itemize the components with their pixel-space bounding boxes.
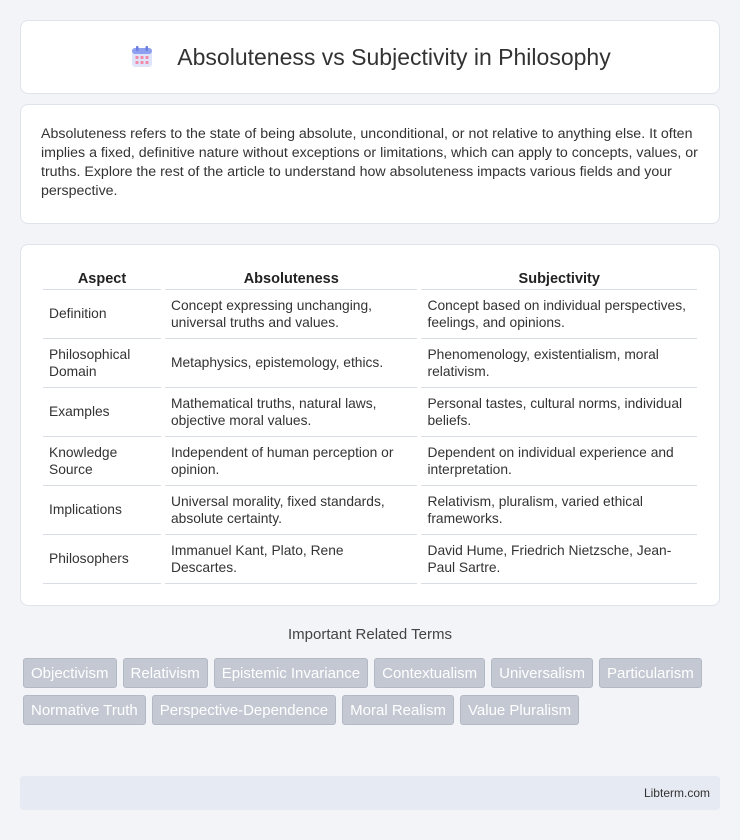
table-cell: Universal morality, fixed standards, absolute certainty. bbox=[165, 486, 417, 535]
table-cell: Concept expressing unchanging, universal truths and values. bbox=[165, 290, 417, 339]
term-tag[interactable]: Contextualism bbox=[374, 658, 485, 688]
table-cell: Relativism, pluralism, varied ethical frameworks. bbox=[421, 486, 697, 535]
table-row bbox=[43, 290, 697, 339]
table-row bbox=[43, 437, 697, 486]
column-header: Subjectivity bbox=[421, 265, 697, 290]
table-header-row bbox=[43, 265, 697, 290]
table-cell: Phenomenology, existentialism, moral relativism. bbox=[421, 339, 697, 388]
term-tag[interactable]: Universalism bbox=[491, 658, 593, 688]
table-cell: Philosophical Domain bbox=[43, 339, 161, 388]
table-cell: Metaphysics, epistemology, ethics. bbox=[165, 339, 417, 388]
term-tag[interactable]: Objectivism bbox=[23, 658, 117, 688]
footer-link[interactable]: Libterm.com bbox=[643, 786, 710, 800]
term-tag[interactable]: Relativism bbox=[123, 658, 208, 688]
intro-text: Absoluteness refers to the state of being absolute, unconditional, or not relative to anything else. It often implies a fixed, definitive nature without exceptions or limitations, which can apply to concepts, values, or truths. Explore the rest of the article to understand how absoluteness impacts various fields and your perspective. bbox=[41, 126, 698, 199]
column-header: Aspect bbox=[43, 265, 161, 290]
comparison-table-card bbox=[20, 244, 720, 606]
footer bbox=[20, 776, 720, 810]
table-cell: Immanuel Kant, Plato, Rene Descartes. bbox=[165, 535, 417, 584]
table-cell: Philosophers bbox=[43, 535, 161, 584]
table-cell: Knowledge Source bbox=[43, 437, 161, 486]
table-row bbox=[43, 388, 697, 437]
table-cell: Concept based on individual perspectives, feelings, and opinions. bbox=[421, 290, 697, 339]
term-tag[interactable]: Particularism bbox=[599, 658, 702, 688]
table-row bbox=[43, 486, 697, 535]
page-title: Absoluteness vs Subjectivity in Philosophy bbox=[177, 43, 611, 70]
table-cell: Dependent on individual experience and interpretation. bbox=[421, 437, 697, 486]
term-tag[interactable]: Normative Truth bbox=[23, 695, 146, 725]
term-tag[interactable]: Value Pluralism bbox=[460, 695, 579, 725]
table-cell: Examples bbox=[43, 388, 161, 437]
calendar-icon bbox=[129, 44, 155, 70]
table-cell: Personal tastes, cultural norms, individual beliefs. bbox=[421, 388, 697, 437]
related-terms-list bbox=[23, 658, 723, 725]
table-cell: Mathematical truths, natural laws, objective moral values. bbox=[165, 388, 417, 437]
term-tag[interactable]: Epistemic Invariance bbox=[214, 658, 368, 688]
comparison-table bbox=[39, 265, 701, 584]
term-tag[interactable]: Moral Realism bbox=[342, 695, 454, 725]
intro-section bbox=[20, 104, 720, 224]
related-terms-title: Important Related Terms bbox=[288, 626, 452, 643]
column-header: Absoluteness bbox=[165, 265, 417, 290]
table-cell: David Hume, Friedrich Nietzsche, Jean-Paul Sartre. bbox=[421, 535, 697, 584]
table-row bbox=[43, 339, 697, 388]
table-cell: Definition bbox=[43, 290, 161, 339]
term-tag[interactable]: Perspective-Dependence bbox=[152, 695, 336, 725]
page-header bbox=[20, 20, 720, 94]
table-cell: Implications bbox=[43, 486, 161, 535]
table-row bbox=[43, 535, 697, 584]
table-cell: Independent of human perception or opinion. bbox=[165, 437, 417, 486]
